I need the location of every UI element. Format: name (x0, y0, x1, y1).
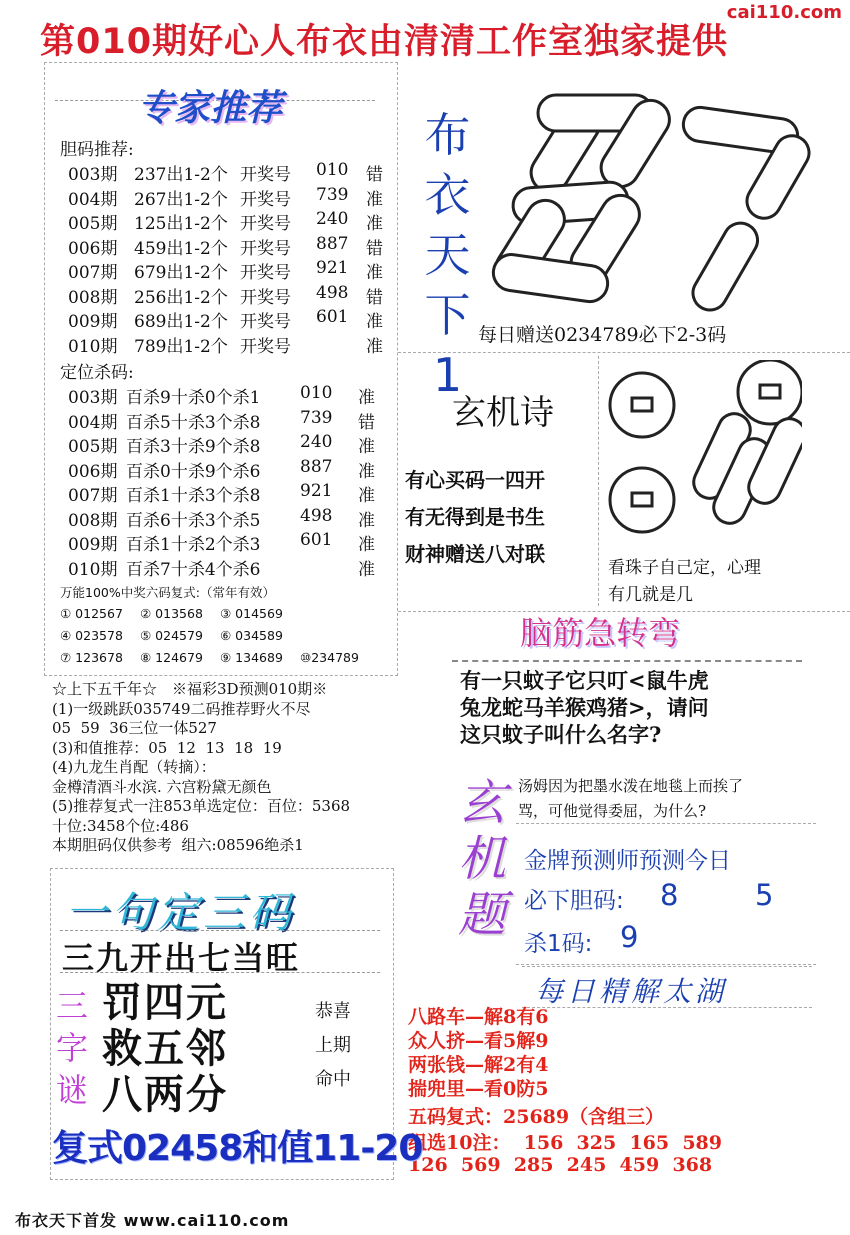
draw-number: 010 (300, 383, 333, 403)
period: 009期 (68, 312, 118, 332)
divider (60, 930, 380, 931)
draw-number: 240 (316, 209, 349, 229)
poem-lines (405, 462, 595, 573)
kj-label: 开奖号 (240, 263, 291, 283)
xuanji-char: 玄 (458, 775, 507, 831)
xuanji-question-1: 汤姆因为把墨水泼在地毯上而挨了 (518, 777, 744, 795)
pick: 百杀3十杀9个杀8 (126, 437, 261, 457)
congrats-line: 命中 (315, 1069, 351, 1090)
history-line: (5)推荐复式一注853单选定位：百位：5368 (52, 797, 351, 815)
combo-item: ⑥ 034589 (220, 628, 283, 643)
pick: 百杀7十杀4个杀6 (126, 559, 261, 580)
result: 准 (358, 461, 375, 482)
divider (598, 356, 599, 606)
riddle-line: 罚四元 (102, 980, 228, 1026)
taihu-line: 八路车—解8有6 (408, 1006, 549, 1028)
taihu-zuxuan-2: 126 569 285 245 459 368 (408, 1154, 713, 1176)
result: 准 (366, 189, 383, 210)
period: 004期 (68, 412, 118, 433)
kj-label: 开奖号 (240, 165, 291, 185)
poem-line: 财神赠送八对联 (405, 542, 545, 566)
result: 准 (366, 312, 383, 332)
kj-label: 开奖号 (240, 214, 291, 234)
riddle-line: 救五邻 (102, 1026, 228, 1072)
combo-item: ① 012567 (60, 606, 123, 621)
kill-row (68, 383, 398, 407)
combo-item: ③ 014569 (220, 606, 283, 621)
draw-number: 601 (316, 307, 349, 327)
dan-row (68, 160, 398, 184)
combo-item: ⑤ 024579 (140, 628, 203, 643)
taihu-title: 每日精解太湖 (535, 975, 728, 1008)
xuanji-question-2: 骂，可他觉得委屈，为什么? (518, 802, 707, 820)
pick: 267出1-2个 (134, 189, 228, 210)
result: 准 (366, 214, 383, 234)
buyi-char: 天 (424, 228, 471, 282)
result: 准 (358, 510, 375, 531)
brain-title: 脑筋急转弯 (520, 614, 681, 652)
digit-7-segment (687, 217, 764, 316)
pick: 256出1-2个 (134, 287, 228, 308)
kill-row (68, 506, 398, 530)
draw-number: 887 (300, 456, 333, 477)
combo-item: ⑩234789 (300, 650, 359, 665)
result: 错 (358, 412, 375, 433)
kill-row (68, 457, 398, 481)
dan-row (68, 283, 398, 307)
gold-dan-2: 5 (755, 878, 774, 912)
period: 004期 (68, 189, 118, 210)
pick: 459出1-2个 (134, 238, 228, 259)
period: 006期 (68, 461, 118, 482)
yiju-fushi: 复式02458和值11-20 (52, 1128, 423, 1169)
period: 005期 (68, 437, 118, 457)
result: 准 (358, 486, 375, 506)
taihu-lines (408, 1005, 828, 1101)
pick: 百杀1十杀3个杀8 (126, 486, 261, 506)
congrats-line: 恭喜 (315, 1001, 351, 1022)
pick: 789出1-2个 (134, 336, 228, 357)
history-line: (3)和值推荐：05 12 13 18 19 (52, 738, 282, 757)
draw-number: 010 (316, 160, 349, 180)
kill-label: 定位杀码: (60, 363, 134, 383)
combo-item: ⑨ 134689 (220, 650, 283, 665)
history-line: 金樽清酒斗水滨. 六宫粉黛无颜色 (52, 777, 272, 796)
brain-text-2: 兔龙蛇马羊猴鸡猪>，请问 (460, 695, 709, 720)
xuanji-char: 题 (458, 887, 507, 943)
pick: 125出1-2个 (134, 214, 228, 234)
pick: 679出1-2个 (134, 263, 228, 283)
congrats-line: 上期 (315, 1035, 351, 1056)
buyi-char: 下 (424, 288, 471, 342)
draw-number: 739 (300, 407, 333, 428)
yiju-title: 一句定三码 (65, 888, 296, 937)
pick: 百杀6十杀3个杀5 (126, 510, 261, 531)
kill-table (68, 383, 398, 583)
kill-row (68, 530, 398, 554)
kj-label: 开奖号 (240, 312, 291, 332)
beads-graphic (602, 360, 802, 550)
history-line: (1)一级跳跃035749二码推荐野火不尽 (52, 699, 311, 718)
result: 准 (358, 388, 375, 408)
result: 准 (358, 559, 375, 580)
footer-text: 布衣天下首发 www.cai110.com (15, 1211, 290, 1230)
gold-dan-label: 必下胆码: (524, 888, 624, 914)
gold-dan-1: 8 (660, 878, 679, 912)
gold-kill: 9 (620, 920, 639, 954)
history-line: 本期胆码仅供参考 组六:08596绝杀1 (52, 836, 304, 854)
draw-number: 498 (316, 282, 349, 303)
gold-kill-label: 杀1码: (524, 931, 593, 957)
kill-row (68, 408, 398, 432)
xuanji-label (458, 775, 513, 943)
poem-line: 有无得到是书生 (405, 505, 545, 529)
taihu-fushi: 五码复式：25689（含组三） (408, 1106, 665, 1128)
dan-row (68, 258, 398, 282)
history-block (52, 680, 402, 856)
xuanji-char: 机 (458, 831, 507, 887)
sanzi-char: 字 (56, 1029, 89, 1067)
taihu-line: 揣兜里—看0防5 (408, 1078, 549, 1100)
sanzi-label (56, 985, 98, 1111)
result: 错 (366, 238, 383, 259)
divider (60, 972, 380, 973)
page-title: 第010期好心人布衣由清清工作室独家提供 (40, 22, 729, 62)
period: 009期 (68, 535, 118, 555)
period: 005期 (68, 214, 118, 234)
kj-label: 开奖号 (240, 189, 291, 210)
period: 010期 (68, 336, 118, 357)
draw-number: 240 (300, 432, 333, 452)
congrats (315, 995, 365, 1097)
coin-hole (632, 493, 652, 506)
combo-item: ⑦ 123678 (60, 650, 123, 665)
dan-label: 胆码推荐: (60, 140, 134, 160)
taihu-line: 两张钱—解2有4 (408, 1054, 549, 1076)
yiju-slogan: 三九开出七当旺 (62, 939, 301, 977)
big-digits-graphic (478, 75, 813, 330)
period: 006期 (68, 238, 118, 259)
taihu-zuxuan: 组选10注： 156 325 165 589 (408, 1132, 723, 1154)
period: 008期 (68, 510, 118, 531)
dan-row (68, 307, 398, 331)
gold-title: 金牌预测师预测今日 (524, 848, 731, 874)
buyi-char: 布 (424, 108, 471, 162)
pick: 百杀5十杀3个杀8 (126, 412, 261, 433)
result: 准 (366, 336, 383, 357)
result: 错 (366, 287, 383, 308)
combo-item: ⑧ 124679 (140, 650, 203, 665)
result: 准 (366, 263, 383, 283)
draw-number: 921 (316, 258, 349, 278)
result: 准 (358, 535, 375, 555)
history-line: 05 59 36三位一体527 (52, 719, 217, 737)
combo-grid (60, 606, 390, 672)
sanzi-char: 谜 (56, 1071, 89, 1109)
history-line: (4)九龙生肖配（转摘）： (52, 758, 216, 776)
buyi-char: 1 (432, 348, 463, 402)
period: 007期 (68, 263, 118, 283)
pick: 百杀1十杀2个杀3 (126, 535, 261, 555)
period: 010期 (68, 559, 118, 580)
dan-row (68, 234, 398, 258)
kill-row (68, 481, 398, 505)
history-line: 十位:3458个位:486 (52, 816, 189, 835)
kill-row (68, 432, 398, 456)
history-line: ☆上下五千年☆ ※福彩3D预测010期※ (52, 680, 328, 698)
draw-number: 498 (300, 505, 333, 526)
riddle-line: 八两分 (102, 1072, 228, 1118)
pick: 689出1-2个 (134, 312, 228, 332)
pick: 百杀9十杀0个杀1 (126, 388, 261, 408)
result: 错 (366, 165, 383, 185)
expert-title: 专家推荐 (138, 88, 283, 129)
poem-note-1: 看珠子自己定，心理 (608, 558, 761, 578)
riddle-lines (102, 980, 302, 1118)
dan-row (68, 185, 398, 209)
period: 003期 (68, 165, 118, 185)
combo-item: ② 013568 (140, 606, 203, 621)
dan-table (68, 160, 398, 360)
sanzi-char: 三 (56, 987, 89, 1025)
pick: 百杀0十杀9个杀6 (126, 461, 261, 482)
poem-line: 有心买码一四开 (405, 468, 545, 492)
coin-hole (632, 398, 652, 411)
brain-text-1: 有一只蚊子它只叮<鼠牛虎 (460, 668, 709, 693)
kj-label: 开奖号 (240, 238, 291, 259)
combo-label: 万能100%中奖六码复式:（常年有效） (60, 585, 275, 600)
buyi-char: 衣 (424, 168, 471, 222)
draw-number: 739 (316, 184, 349, 205)
pick: 237出1-2个 (134, 165, 228, 185)
draw-number: 921 (300, 481, 333, 501)
result: 准 (358, 437, 375, 457)
kj-label: 开奖号 (240, 336, 291, 357)
kill-row (68, 555, 398, 579)
poem-title: 玄机诗 (452, 393, 554, 433)
draw-number: 601 (300, 530, 333, 550)
period: 003期 (68, 388, 118, 408)
taihu-line: 众人挤—看5解9 (408, 1030, 549, 1052)
site-label: cai110.com (726, 2, 842, 23)
dan-row (68, 332, 398, 356)
daily-gift: 每日赠送0234789必下2-3码 (478, 324, 727, 346)
coin-hole (760, 385, 780, 398)
period: 007期 (68, 486, 118, 506)
draw-number: 887 (316, 233, 349, 254)
period: 008期 (68, 287, 118, 308)
header (0, 0, 850, 62)
combo-item: ④ 023578 (60, 628, 123, 643)
dan-row (68, 209, 398, 233)
kj-label: 开奖号 (240, 287, 291, 308)
brain-text-3: 这只蚊子叫什么名字? (460, 722, 662, 747)
poem-note-2: 有几就是几 (608, 585, 693, 605)
